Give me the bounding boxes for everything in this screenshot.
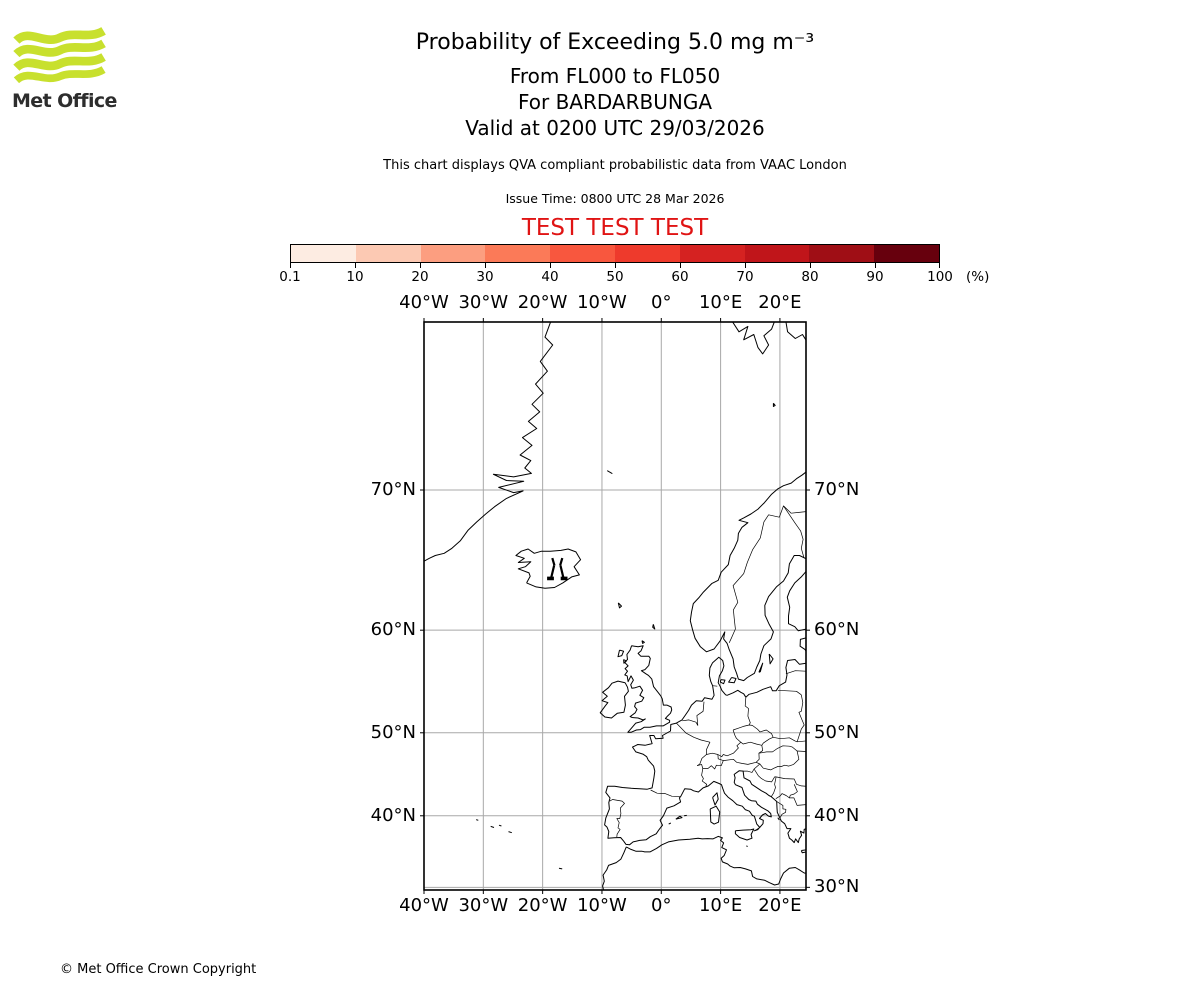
colorbar-tick-label-40: 40 [541, 269, 559, 285]
colorbar-tick-label-60: 60 [671, 269, 689, 285]
map-coastlines [423, 318, 807, 891]
test-banner: TEST TEST TEST [521, 215, 709, 241]
lon-label-bottom-20°W: 20°W [517, 895, 568, 916]
lat-label-left-40°N: 40°N [370, 804, 416, 826]
colorbar-tick [420, 263, 421, 268]
colorbar-unit-label: (%) [966, 269, 990, 285]
lat-label-right-40°N: 40°N [814, 804, 860, 826]
colorbar-tick-label-70: 70 [736, 269, 754, 285]
colorbar-segment-10 [874, 245, 939, 262]
copyright-text: © Met Office Crown Copyright [60, 962, 257, 977]
volcano-symbol [547, 558, 567, 578]
lon-label-bottom-10°W: 10°W [577, 895, 627, 916]
colorbar-segment-9 [809, 245, 874, 262]
lon-label-top-20°W: 20°W [517, 292, 568, 313]
lon-label-top-40°W: 40°W [399, 292, 449, 313]
colorbar-segment-3 [421, 245, 486, 262]
colorbar-tick [680, 263, 681, 268]
colorbar-tick-label-10: 10 [346, 269, 364, 285]
map-svg [424, 322, 806, 890]
map-frame [424, 322, 806, 890]
lon-label-bottom-40°W: 40°W [399, 895, 449, 916]
lon-label-top-10°W: 10°W [577, 292, 627, 313]
lat-label-right-70°N: 70°N [814, 479, 860, 500]
colorbar-tick-label-90: 90 [866, 269, 884, 285]
colorbar-segment-8 [745, 245, 810, 262]
map-country-borders [610, 506, 807, 837]
colorbar-tick-label-100: 100 [927, 269, 953, 285]
lat-label-left-60°N: 60°N [370, 619, 416, 641]
colorbar-tick [355, 263, 356, 268]
lat-label-left-50°N: 50°N [370, 721, 416, 743]
colorbar-tick [745, 263, 746, 268]
map-gridlines [424, 322, 806, 890]
met-office-logo-text: Met Office [12, 90, 117, 112]
colorbar-tick [615, 263, 616, 268]
map-axis-ticks [420, 318, 810, 894]
colorbar-tick-label-50: 50 [606, 269, 624, 285]
colorbar-segment-7 [680, 245, 745, 262]
colorbar-tick [875, 263, 876, 268]
colorbar-segment-2 [356, 245, 421, 262]
colorbar-tick-label-20: 20 [411, 269, 429, 285]
lat-label-right-30°N: 30°N [814, 876, 860, 898]
colorbar-tick-label-80: 80 [801, 269, 819, 285]
colorbar-tick [550, 263, 551, 268]
lat-label-left-70°N: 70°N [370, 479, 416, 500]
lon-label-bottom-30°W: 30°W [458, 895, 509, 916]
lat-label-right-60°N: 60°N [814, 619, 860, 641]
colorbar-tick [810, 263, 811, 268]
colorbar-tick-label-0.1: 0.1 [279, 269, 301, 285]
colorbar-segment-4 [485, 245, 550, 262]
lon-label-bottom-0°: 0° [651, 895, 672, 916]
volcano-name-subtitle: For BARDARBUNGA [517, 90, 713, 114]
issue-time-text: Issue Time: 0800 UTC 28 Mar 2026 [505, 191, 725, 206]
colorbar-segment-1 [291, 245, 356, 262]
colorbar-tick-label-30: 30 [476, 269, 494, 285]
chart-title: Probability of Exceeding 5.0 mg m⁻³ [415, 30, 815, 55]
qva-description-text: This chart displays QVA compliant probabilistic data from VAAC London [383, 158, 847, 173]
lon-label-bottom-20°E: 20°E [758, 895, 802, 916]
lon-label-bottom-10°E: 10°E [698, 895, 743, 916]
colorbar-tick [939, 263, 940, 268]
lon-label-top-20°E: 20°E [758, 292, 802, 313]
colorbar-segment-6 [615, 245, 680, 262]
lon-label-top-30°W: 30°W [458, 292, 509, 313]
probability-colorbar [279, 244, 990, 285]
lon-label-top-10°E: 10°E [698, 292, 743, 313]
colorbar-bar [290, 244, 940, 263]
colorbar-tick [290, 263, 291, 268]
valid-time-subtitle: Valid at 0200 UTC 29/03/2026 [465, 116, 765, 140]
colorbar-tick [485, 263, 486, 268]
lon-label-top-0°: 0° [651, 292, 672, 313]
map-area [424, 322, 806, 890]
lat-label-right-50°N: 50°N [814, 721, 860, 743]
flight-levels-subtitle: From FL000 to FL050 [509, 64, 721, 88]
colorbar-segment-5 [550, 245, 615, 262]
